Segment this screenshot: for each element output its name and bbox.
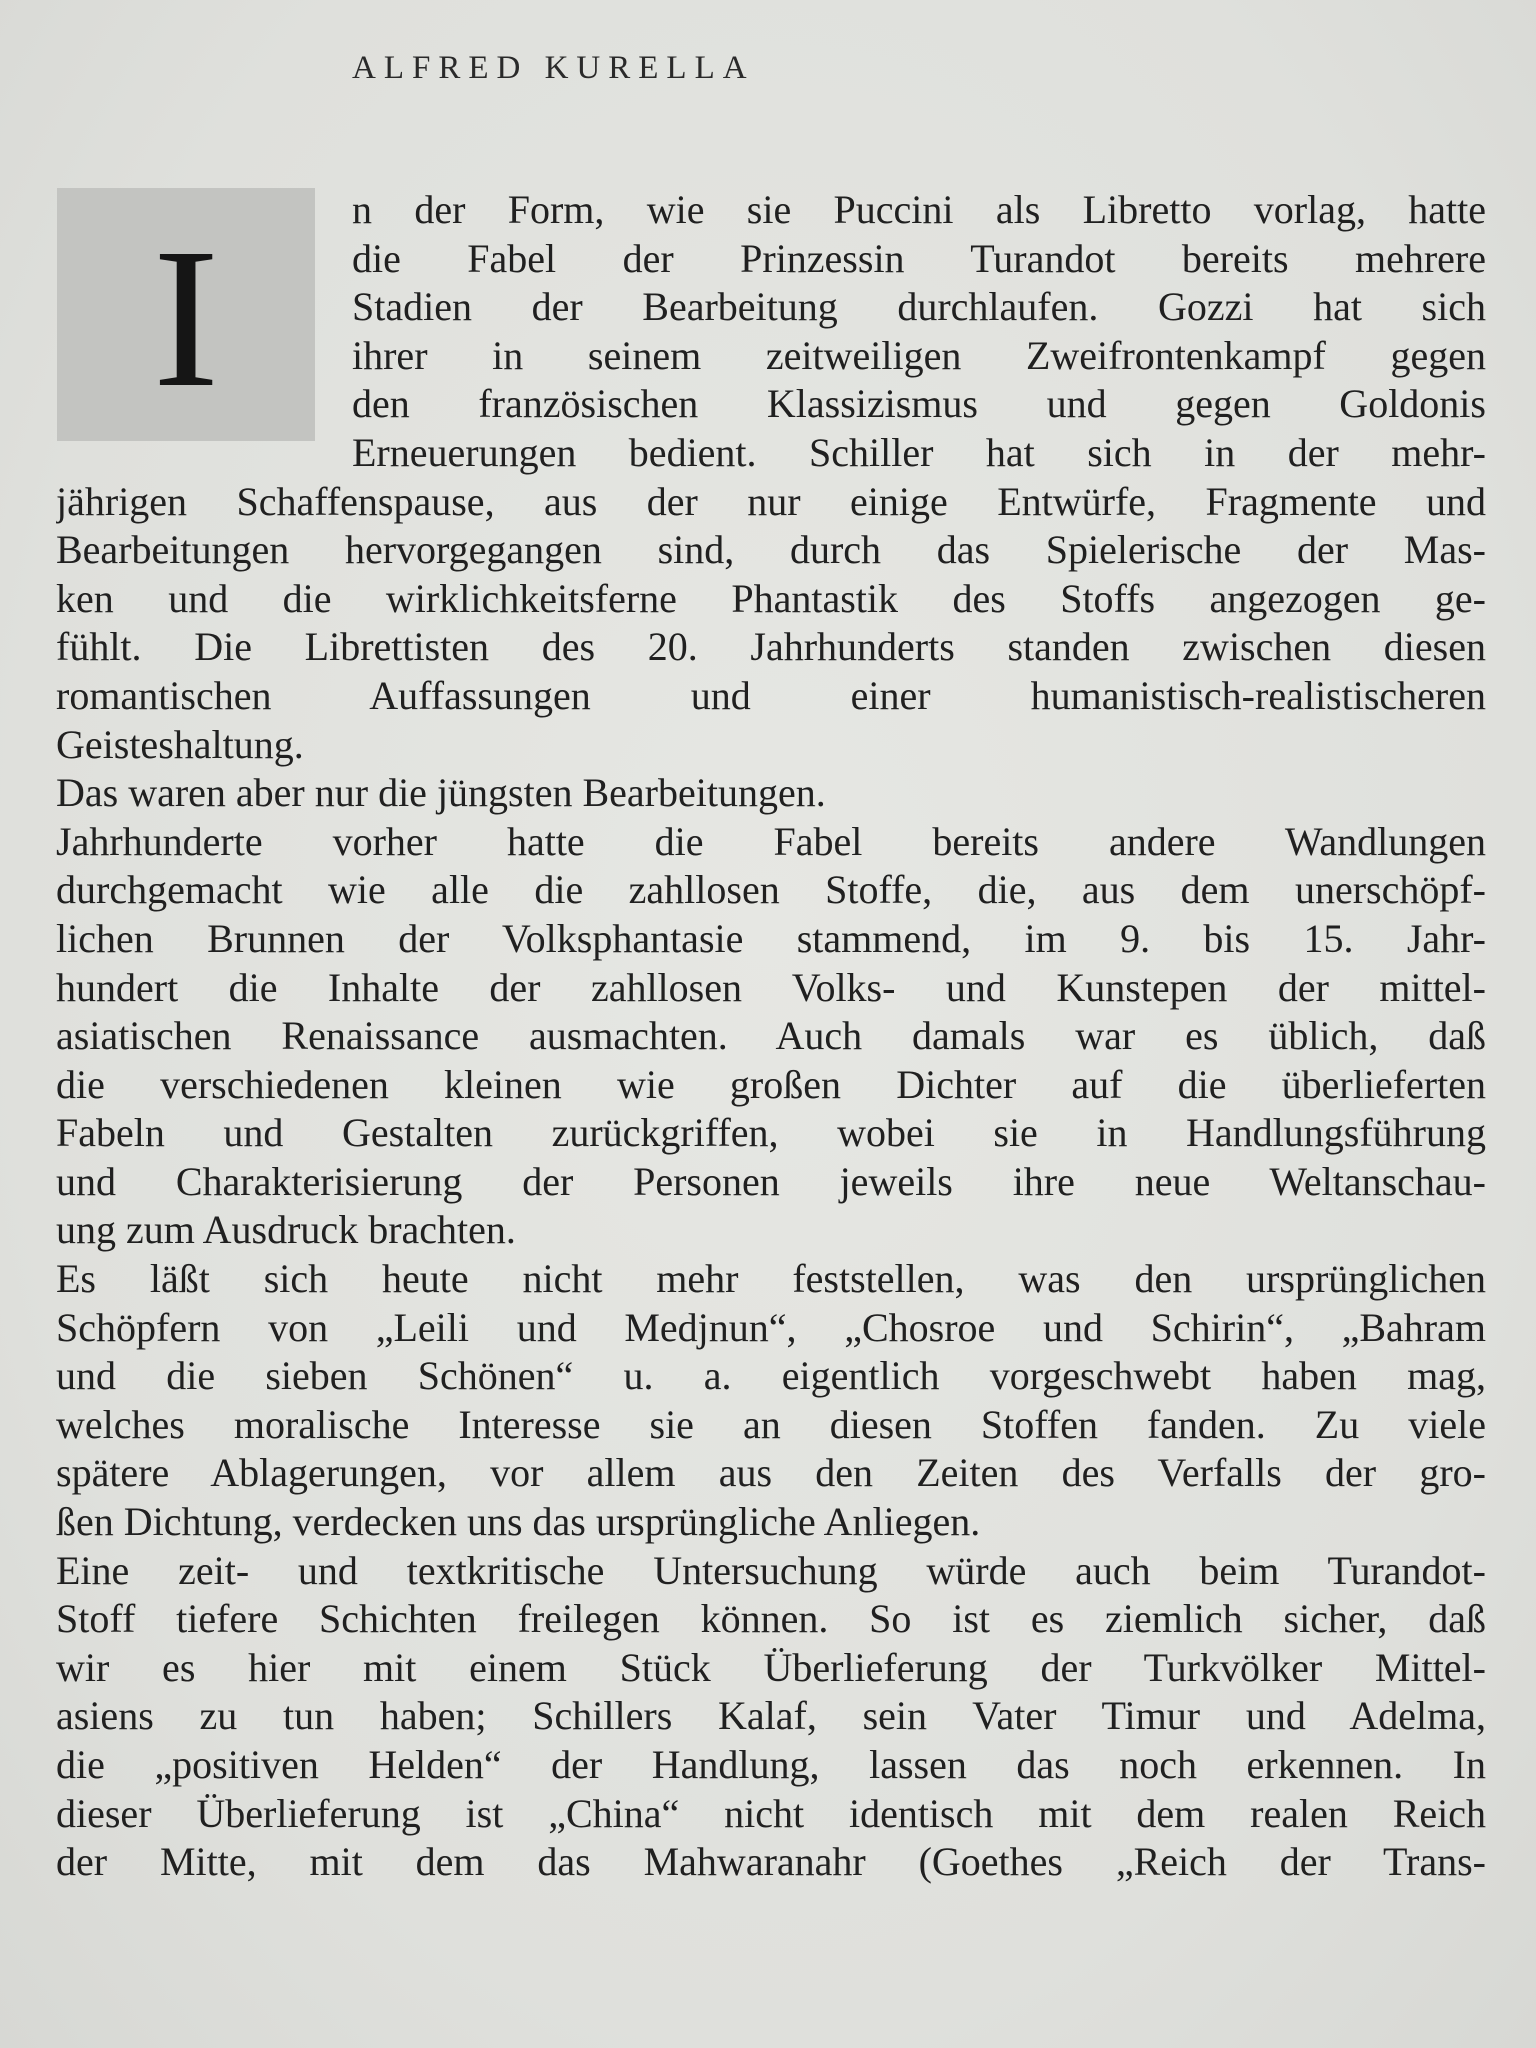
text-line: Eine zeit- und textkritische Untersuchung würde auch beim Turandot- bbox=[56, 1547, 1486, 1593]
text-line: und die sieben Schönen“ u. a. eigentlich vorgeschwebt haben mag, bbox=[56, 1353, 1486, 1399]
text-line: durchgemacht wie alle die zahllosen Stoffe, die, aus dem unerschöpf- bbox=[56, 867, 1486, 913]
text-line: Jahrhunderte vorher hatte die Fabel bereits andere Wandlungen bbox=[56, 818, 1486, 864]
running-header-author: ALFRED KURELLA bbox=[352, 50, 755, 86]
text-line: Es läßt sich heute nicht mehr feststellen, was den ursprünglichen bbox=[56, 1256, 1486, 1302]
text-line: die verschiedenen kleinen wie großen Dichter auf die überlieferten bbox=[56, 1061, 1486, 1107]
text-line: Erneuerungen bedient. Schiller hat sich in der mehr- bbox=[352, 429, 1486, 475]
text-line: romantischen Auffassungen und einer humanistisch-realistischeren bbox=[56, 672, 1486, 718]
text-line: ung zum Ausdruck brachten. bbox=[56, 1207, 516, 1253]
text-line: ken und die wirklichkeitsferne Phantastik des Stoffs angezogen ge- bbox=[56, 575, 1486, 621]
text-line: die Fabel der Prinzessin Turandot bereits mehrere bbox=[352, 235, 1486, 281]
text-line: den französischen Klassizismus und gegen Goldonis bbox=[352, 381, 1486, 427]
text-line: n der Form, wie sie Puccini als Libretto vorlag, hatte bbox=[352, 187, 1486, 232]
text-line: Stadien der Bearbeitung durchlaufen. Gozzi hat sich bbox=[352, 284, 1486, 330]
text-line: dieser Überlieferung ist „China“ nicht identisch mit dem realen Reich bbox=[56, 1790, 1486, 1836]
text-line: Bearbeitungen hervorgegangen sind, durch das Spielerische der Mas- bbox=[56, 527, 1486, 573]
text-line: spätere Ablagerungen, vor allem aus den Zeiten des Verfalls der gro- bbox=[56, 1450, 1486, 1496]
text-line: fühlt. Die Librettisten des 20. Jahrhunderts standen zwischen diesen bbox=[56, 624, 1486, 670]
text-line: der Mitte, mit dem das Mahwaranahr (Goethes „Reich der Trans- bbox=[56, 1839, 1486, 1885]
text-line: Stoff tiefere Schichten freilegen können. So ist es ziemlich sicher, daß bbox=[56, 1596, 1486, 1642]
body-text bbox=[56, 186, 1486, 1887]
text-line: ihrer in seinem zeitweiligen Zweifrontenkampf gegen bbox=[352, 332, 1486, 378]
drop-cap-letter: I bbox=[152, 207, 220, 429]
text-line: lichen Brunnen der Volksphantasie stammend, im 9. bis 15. Jahr- bbox=[56, 915, 1486, 961]
text-line: und Charakterisierung der Personen jeweils ihre neue Weltanschau- bbox=[56, 1158, 1486, 1204]
text-line: welches moralische Interesse sie an diesen Stoffen fanden. Zu viele bbox=[56, 1401, 1486, 1447]
text-line: hundert die Inhalte der zahllosen Volks- und Kunstepen der mittel- bbox=[56, 964, 1486, 1010]
text-line: Geisteshaltung. bbox=[56, 721, 304, 767]
text-line: die „positiven Helden“ der Handlung, lassen das noch erkennen. In bbox=[56, 1742, 1486, 1787]
text-line: jährigen Schaffenspause, aus der nur einige Entwürfe, Fragmente und bbox=[56, 478, 1486, 524]
text-line: wir es hier mit einem Stück Überlieferung der Turkvölker Mittel- bbox=[56, 1644, 1486, 1690]
text-line: asiatischen Renaissance ausmachten. Auch damals war es üblich, daß bbox=[56, 1013, 1486, 1059]
text-line: asiens zu tun haben; Schillers Kalaf, sein Vater Timur und Adelma, bbox=[56, 1693, 1486, 1739]
text-line: Das waren aber nur die jüngsten Bearbeitungen. bbox=[56, 770, 826, 816]
text-line: Schöpfern von „Leili und Medjnun“, „Chosroe und Schirin“, „Bahram bbox=[56, 1304, 1486, 1350]
text-line: Fabeln und Gestalten zurückgriffen, wobei sie in Handlungsführung bbox=[56, 1110, 1486, 1156]
text-line: ßen Dichtung, verdecken uns das ursprüngliche Anliegen. bbox=[56, 1499, 981, 1545]
